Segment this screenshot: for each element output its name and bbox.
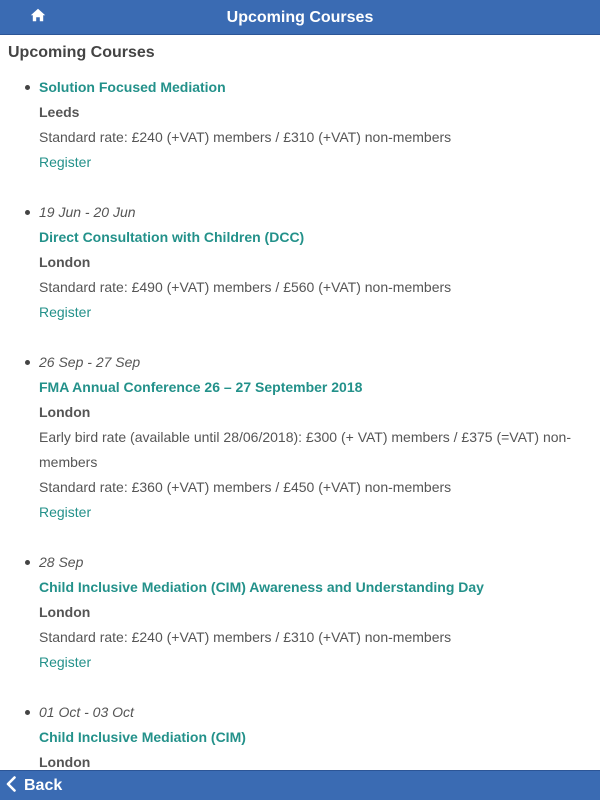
- course-title-link[interactable]: Direct Consultation with Children (DCC): [39, 229, 305, 245]
- bottom-bar: [0, 770, 600, 800]
- course-title-link[interactable]: Solution Focused Mediation: [39, 79, 226, 95]
- course-rate: Standard rate: £240 (+VAT) members / £310 (+VAT) non-members: [39, 629, 452, 645]
- top-bar: [0, 0, 600, 35]
- course-item: [0, 75, 600, 175]
- course-location: London: [39, 254, 91, 270]
- register-link[interactable]: Register: [39, 654, 92, 670]
- course-location: London: [39, 604, 91, 620]
- course-rate: Standard rate: £360 (+VAT) members / £450 (+VAT) non-members: [39, 479, 452, 495]
- home-button[interactable]: [24, 0, 52, 35]
- course-list: [0, 75, 600, 770]
- register-link[interactable]: Register: [39, 304, 92, 320]
- course-location: Leeds: [39, 104, 80, 120]
- course-early-bird-rate: Early bird rate (available until 28/06/2018): £300 (+ VAT) members / £375 (=VAT) non-members: [39, 429, 571, 470]
- chevron-left-icon: [6, 776, 16, 797]
- course-item: [0, 200, 600, 325]
- home-icon: [30, 8, 46, 27]
- section-heading: Upcoming Courses: [8, 44, 155, 61]
- course-date: 26 Sep - 27 Sep: [39, 354, 141, 370]
- back-button[interactable]: [6, 771, 62, 801]
- course-title-link[interactable]: Child Inclusive Mediation (CIM) Awareness and Understanding Day: [39, 579, 484, 595]
- course-title-link[interactable]: FMA Annual Conference 26 – 27 September 2018: [39, 379, 363, 395]
- course-item: [0, 550, 600, 675]
- course-location: London: [39, 754, 91, 770]
- course-rate: Standard rate: £240 (+VAT) members / £310 (+VAT) non-members: [39, 129, 452, 145]
- register-link[interactable]: Register: [39, 154, 92, 170]
- course-date: 28 Sep: [39, 554, 84, 570]
- course-date: 01 Oct - 03 Oct: [39, 704, 134, 720]
- course-date: 19 Jun - 20 Jun: [39, 204, 136, 220]
- course-location: London: [39, 404, 91, 420]
- content-area[interactable]: [0, 35, 600, 770]
- course-title-link[interactable]: Child Inclusive Mediation (CIM): [39, 729, 246, 745]
- page-title: Upcoming Courses: [226, 9, 374, 26]
- back-label: Back: [24, 777, 63, 794]
- course-item: [0, 700, 600, 770]
- register-link[interactable]: Register: [39, 504, 92, 520]
- course-rate: Standard rate: £490 (+VAT) members / £560 (+VAT) non-members: [39, 279, 452, 295]
- course-item: [0, 350, 600, 525]
